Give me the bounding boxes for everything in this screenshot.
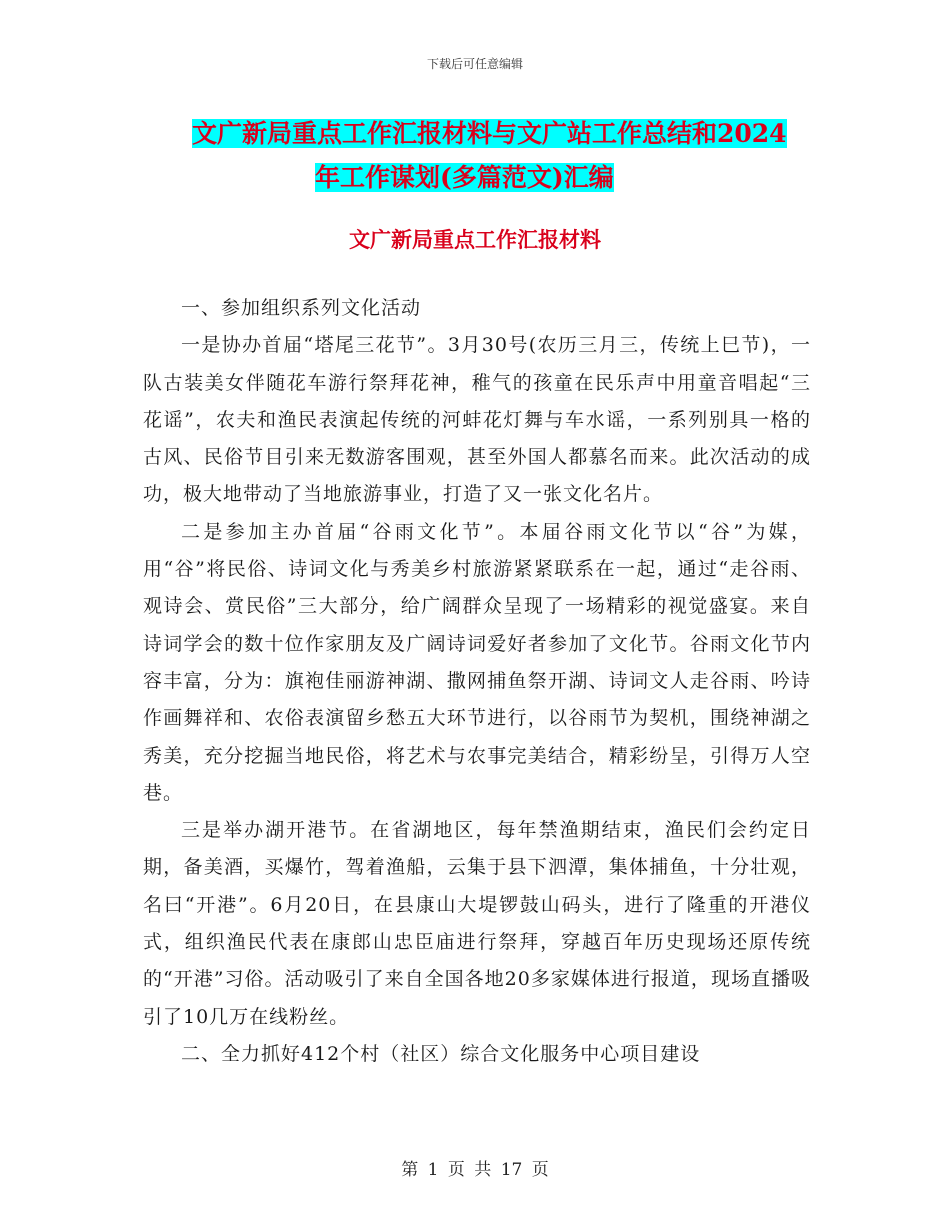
page-number: 第 1 页 共 17 页 bbox=[401, 1160, 549, 1180]
paragraph-3: 三是举办湖开港节。在省湖地区，每年禁渔期结束，渔民们会约定日期，备美酒，买爆竹，驾着渔船，云集于县下泗潭，集体捕鱼，十分壮观，名曰“开港”。6月20日，在县康山大堤锣鼓山码头，进行了隆重的开港仪式，组织渔民代表在康郎山忠臣庙进行祭拜，穿越百年历史现场还原传统的“开港”习俗。活动吸引了来自全国各地20多家媒体进行报道，现场直播吸引了10几万在线粉丝。 bbox=[143, 819, 811, 1028]
section-title: 文广新局重点工作汇报材料 bbox=[349, 227, 601, 252]
paragraph-heading-2: 二、全力抓好412个村（社区）综合文化服务中心项目建设 bbox=[181, 1042, 701, 1065]
paragraph-1: 一是协办首届“塔尾三花节”。3月30号(农历三月三，传统上巳节)，一队古装美女伴随花车游行祭拜花神，稚气的孩童在民乐声中用童音唱起“三花谣”，农夫和渔民表演起传统的河蚌花灯舞与车水谣，一系列别具一格的古风、民俗节目引来无数游客围观，甚至外国人都慕名而来。此次活动的成功，极大地带动了当地旅游事业，打造了又一张文化名片。 bbox=[143, 334, 811, 506]
title-highlight-1: 文广新局重点工作汇报材料与文广站工作总结和2024 bbox=[192, 119, 787, 148]
paragraph-heading-1: 一、参加组织系列文化活动 bbox=[181, 297, 422, 319]
page-header-note: 下载后可任意编辑 bbox=[426, 57, 523, 71]
document-title bbox=[140, 112, 840, 200]
document-title-line-2 bbox=[140, 156, 840, 200]
title-highlight-2: 年工作谋划(多篇范文)汇编 bbox=[315, 163, 614, 192]
document-body bbox=[143, 290, 811, 1073]
document-title-line-1 bbox=[140, 112, 840, 156]
paragraph-2: 二是参加主办首届“谷雨文化节”。本届谷雨文化节以“谷”为媒，用“谷”将民俗、诗词文化与秀美乡村旅游紧紧联系在一起，通过“走谷雨、观诗会、赏民俗”三大部分，给广阔群众呈现了一场精彩的视觉盛宴。来自诗词学会的数十位作家朋友及广阔诗词爱好者参加了文化节。谷雨文化节内容丰富，分为：旗袍佳丽游神湖、撒网捕鱼祭开湖、诗词文人走谷雨、吟诗作画舞祥和、农俗表演留乡愁五大环节进行，以谷雨节为契机，围绕神湖之秀美，充分挖掘当地民俗，将艺术与农事完美结合，精彩纷呈，引得万人空巷。 bbox=[143, 520, 811, 804]
